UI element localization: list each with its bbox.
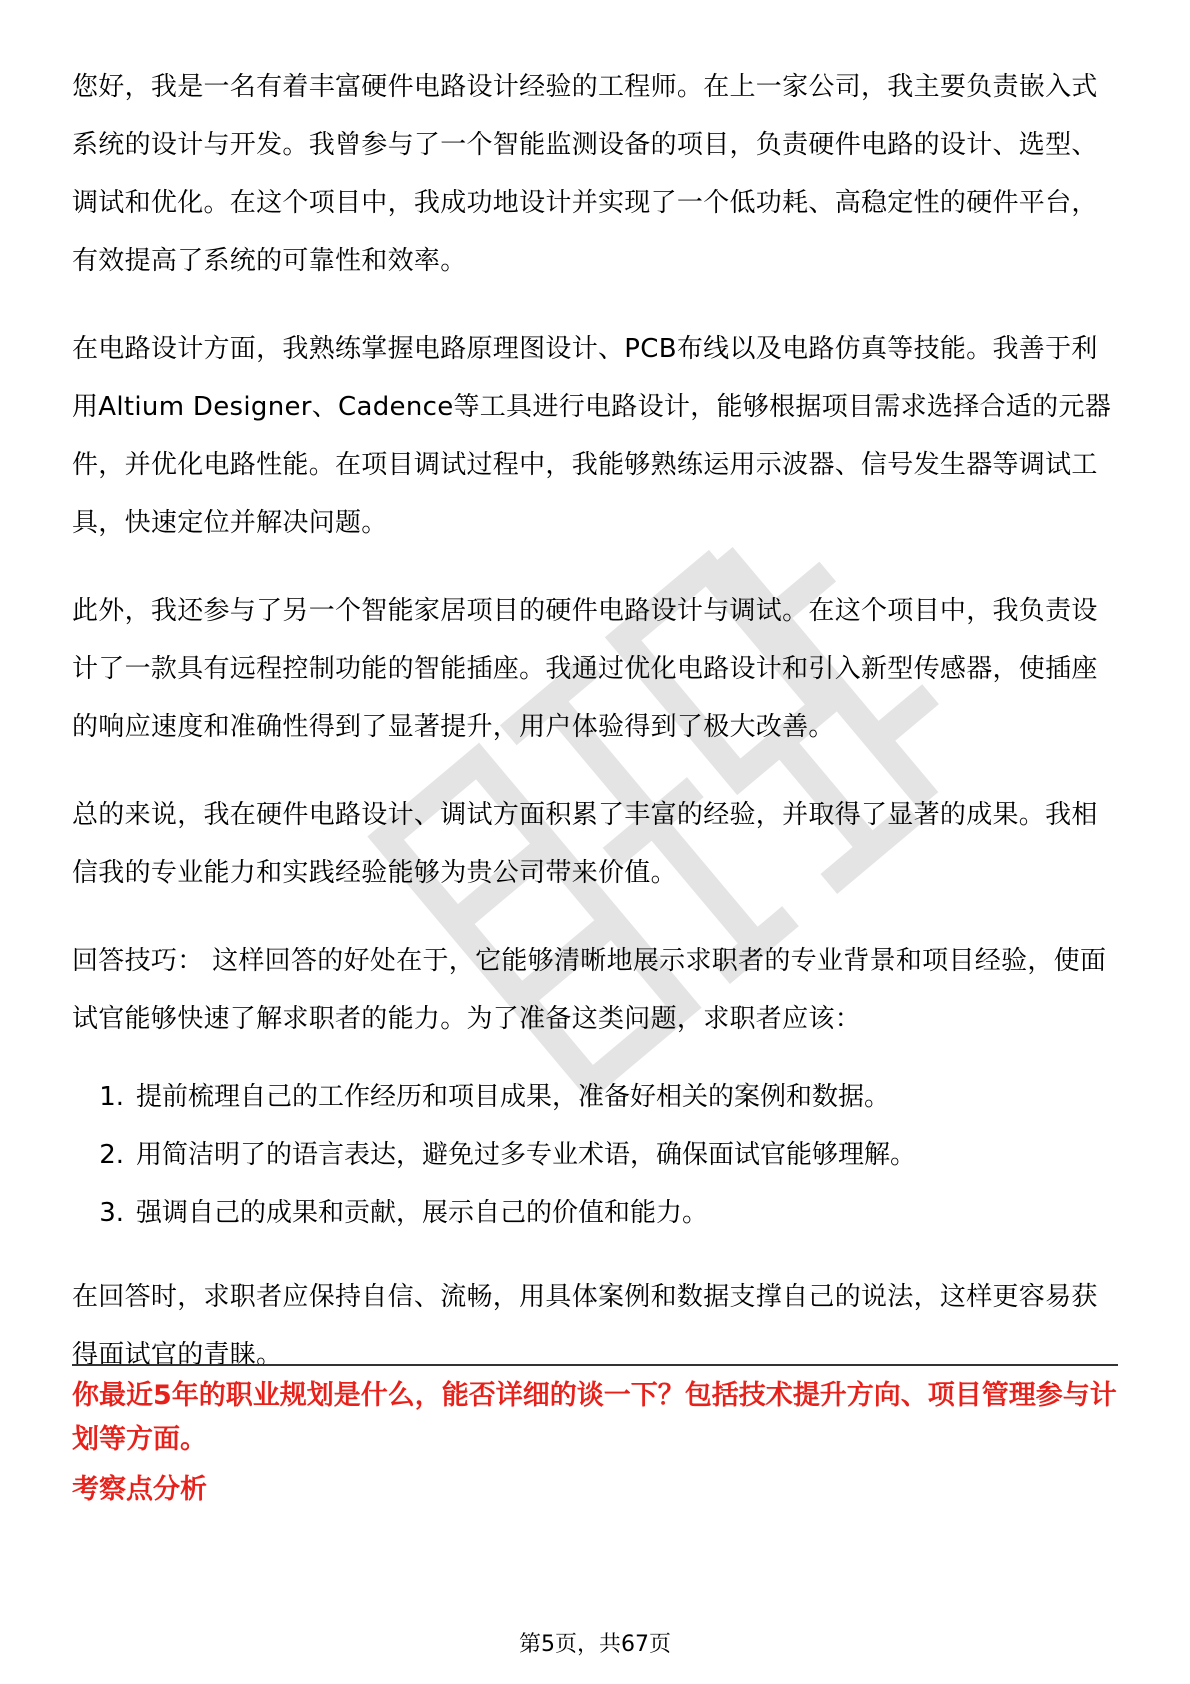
tips-list <box>72 1068 1118 1242</box>
page-number-text: 第5页，共67页 <box>513 1632 677 1657</box>
paragraph-smart-home: 此外，我还参与了另一个智能家居项目的硬件电路设计与调试。在这个项目中，我负责设计了一款具有远程控制功能的智能插座。我通过优化电路设计和引入新型传感器，使插座的响应速度和准确性得到了显著提升，用户体验得到了极大改善。 <box>72 596 1098 742</box>
next-question-heading: 你最近5年的职业规划是什么，能否详细的谈一下？包括技术提升方向、项目管理参与计划等方面。 <box>72 1380 1117 1455</box>
list-item <box>72 1068 1118 1126</box>
answer-body <box>72 58 1118 1414</box>
paragraph-closing: 在回答时，求职者应保持自信、流畅，用具体案例和数据支撑自己的说法，这样更容易获得面试官的青睐。 <box>72 1282 1098 1370</box>
paragraph-summary: 总的来说，我在硬件电路设计、调试方面积累了丰富的经验，并取得了显著的成果。我相信我的专业能力和实践经验能够为贵公司带来价值。 <box>72 800 1098 888</box>
analysis-heading: 考察点分析 <box>72 1474 207 1505</box>
list-number: 1. <box>99 1082 124 1112</box>
list-item <box>72 1184 1118 1242</box>
paragraph-intro: 您好，我是一名有着丰富硬件电路设计经验的工程师。在上一家公司，我主要负责嵌入式系统的设计与开发。我曾参与了一个智能监测设备的项目，负责硬件电路的设计、选型、调试和优化。在这个项目中，我成功地设计并实现了一个低功耗、高稳定性的硬件平台，有效提高了系统的可靠性和效率。 <box>72 72 1098 276</box>
list-text: 强调自己的成果和贡献，展示自己的价值和能力。 <box>136 1198 709 1228</box>
list-text: 提前梳理自己的工作经历和项目成果，准备好相关的案例和数据。 <box>136 1082 891 1112</box>
paragraph-answer-tips: 回答技巧： 这样回答的好处在于，它能够清晰地展示求职者的专业背景和项目经验，使面试官能够快速了解求职者的能力。为了准备这类问题，求职者应该： <box>72 946 1107 1034</box>
paragraph-skills: 在电路设计方面，我熟练掌握电路原理图设计、PCB布线以及电路仿真等技能。我善于利用Altium Designer、Cadence等工具进行电路设计，能够根据项目需求选择合适的元器件，并优化电路性能。在项目调试过程中，我能够熟练运用示波器、信号发生器等调试工具，快速定位并解决问题。 <box>72 334 1112 538</box>
list-number: 2. <box>99 1140 124 1170</box>
list-text: 用简洁明了的语言表达，避免过多专业术语，确保面试官能够理解。 <box>136 1140 917 1170</box>
list-item <box>72 1126 1118 1184</box>
page-number <box>0 1630 1190 1660</box>
section-divider <box>72 1364 1118 1366</box>
list-number: 3. <box>99 1198 124 1228</box>
